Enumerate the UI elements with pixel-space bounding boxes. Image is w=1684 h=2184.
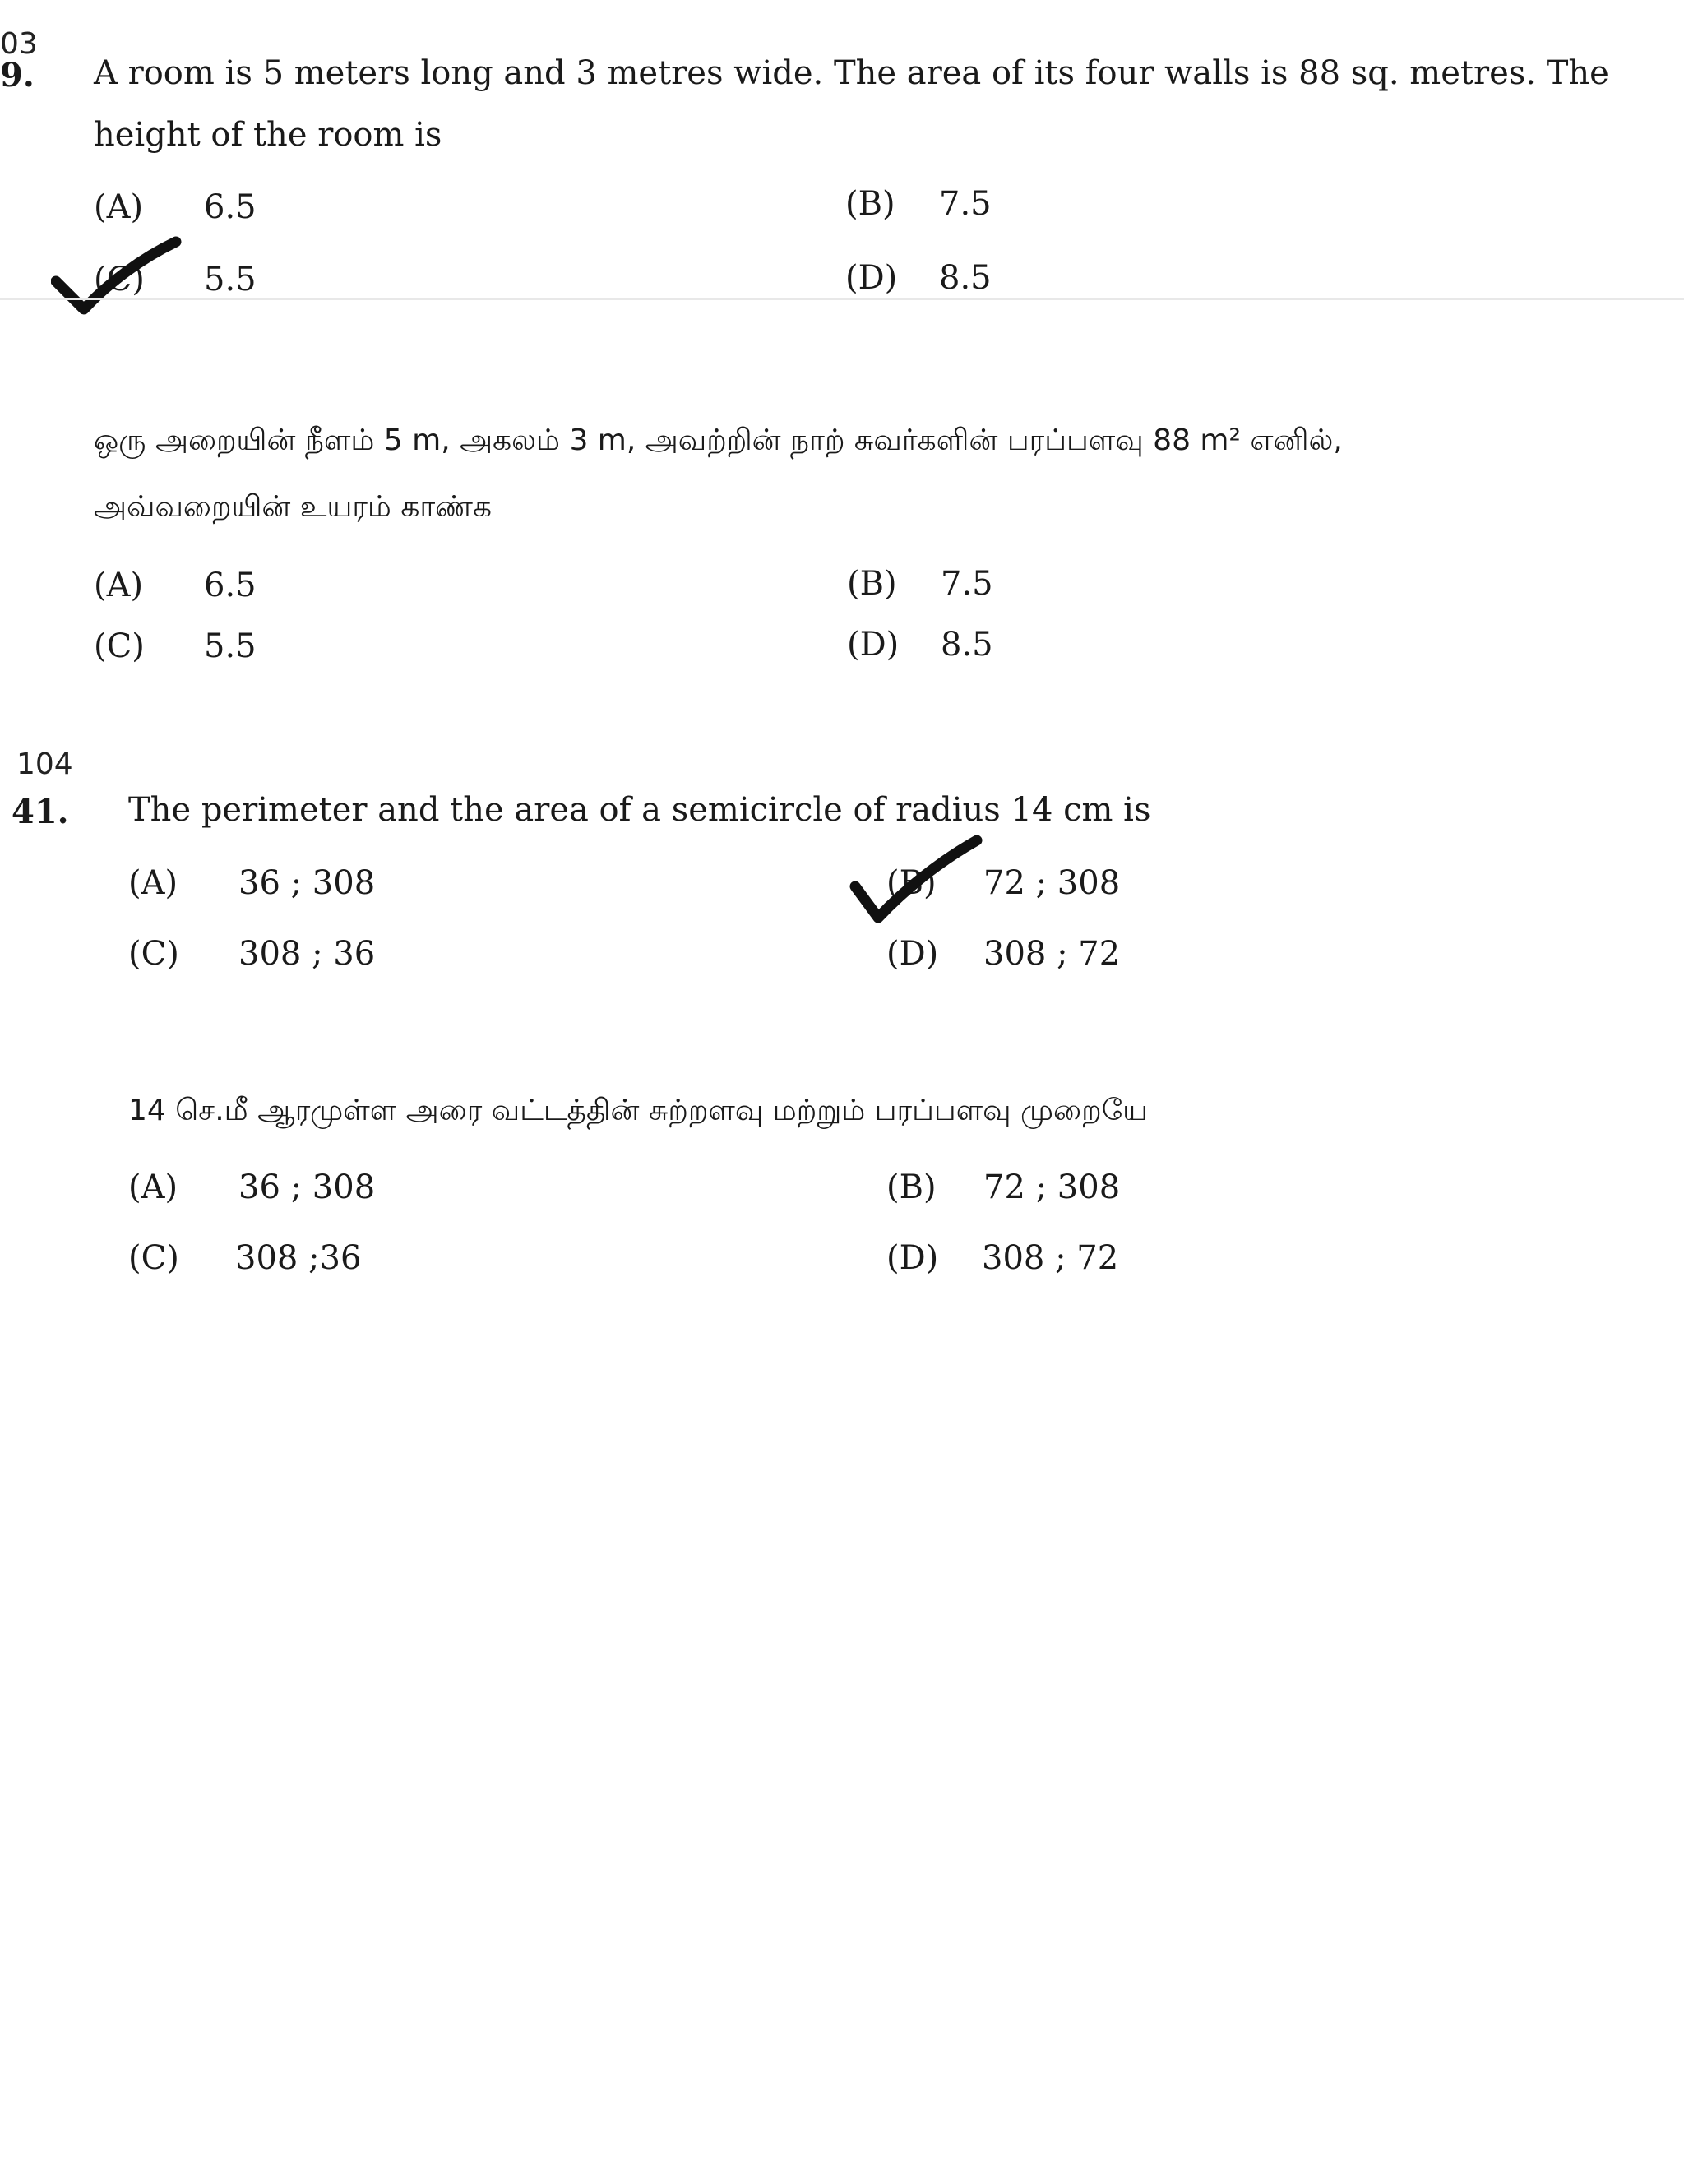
- q41-tamil-option-b[interactable]: [886, 1168, 1121, 1206]
- q9-tamil-option-b[interactable]: [847, 565, 993, 603]
- option-letter: (B): [845, 185, 895, 223]
- option-value: 308 ; 36: [238, 935, 376, 973]
- option-letter: (C): [94, 627, 145, 665]
- check-mark-icon: [51, 234, 191, 324]
- option-letter: (B): [886, 1168, 937, 1206]
- option-letter: (D): [845, 259, 898, 297]
- option-letter: (C): [128, 1239, 179, 1277]
- check-mark-icon: [847, 831, 987, 929]
- q9-tamil-option-a[interactable]: [94, 569, 257, 602]
- question-number-41: 41.: [12, 793, 69, 831]
- option-value: 5.5: [204, 261, 257, 298]
- option-value: 308 ;36: [235, 1239, 362, 1277]
- q9-option-b[interactable]: [845, 185, 992, 223]
- q41-tamil-option-a[interactable]: [128, 1168, 376, 1206]
- option-value: 7.5: [941, 565, 993, 603]
- option-letter: (A): [94, 188, 144, 226]
- option-letter: (A): [128, 1168, 178, 1206]
- option-letter: (C): [128, 935, 179, 973]
- option-value: 5.5: [204, 627, 257, 665]
- q41-tamil-option-c[interactable]: [128, 1239, 362, 1277]
- option-letter: (B): [886, 864, 937, 902]
- q41-tamil-option-d[interactable]: [886, 1239, 1119, 1277]
- question-9-text: A room is 5 meters long and 3 metres wide. The area of its four walls is 88 sq. metres. The height of the room is: [94, 54, 1609, 154]
- option-value: 36 ; 308: [238, 1168, 376, 1206]
- option-value: 72 ; 308: [983, 864, 1121, 902]
- q41-tamil-line-1: 14 செ.மீ ஆரமுள்ள அரை வட்டத்தின் சுற்றளவு மற்றும் பரப்பளவு முறையே: [128, 1094, 1149, 1127]
- option-value: 72 ; 308: [983, 1168, 1121, 1206]
- option-value: 308 ; 72: [982, 1239, 1119, 1277]
- option-letter: (C): [94, 261, 145, 298]
- question-number-9: 9.: [0, 56, 35, 95]
- option-value: 6.5: [204, 567, 257, 604]
- option-value: 6.5: [204, 188, 257, 226]
- q9-option-d[interactable]: [845, 259, 992, 297]
- q9-tamil-line-2: அவ்வறையின் உயரம் காண்க: [94, 490, 492, 524]
- option-letter: (B): [847, 565, 897, 603]
- option-letter: (D): [886, 935, 939, 973]
- option-letter: (D): [847, 626, 900, 664]
- scan-artifact-line: [0, 298, 1684, 300]
- q9-option-a[interactable]: [94, 188, 257, 226]
- option-letter: (A): [94, 567, 144, 604]
- q41-option-c[interactable]: [128, 935, 376, 973]
- q41-option-a[interactable]: [128, 864, 376, 902]
- option-letter: (D): [886, 1239, 939, 1277]
- snippet-id-1: 03: [0, 27, 38, 61]
- option-letter: (A): [128, 864, 178, 902]
- option-value: 308 ; 72: [983, 935, 1121, 973]
- question-41-text: The perimeter and the area of a semicircle of radius 14 cm is: [128, 791, 1151, 829]
- option-value: 7.5: [939, 185, 992, 223]
- option-value: 8.5: [941, 626, 993, 664]
- q9-tamil-line-1: [94, 423, 1623, 461]
- snippet-id-2: 104: [16, 747, 73, 781]
- q9-tamil-text-1: ஒரு அறையின் நீளம் 5 m, அகலம் 3 m, அவற்றின் நாற் சுவர்களின் பரப்பளவு 88 m² எனில்,: [94, 423, 1343, 457]
- q41-option-d[interactable]: [886, 935, 1121, 973]
- q9-tamil-option-c[interactable]: [94, 627, 257, 665]
- q9-tamil-option-d[interactable]: [847, 626, 993, 664]
- option-value: 36 ; 308: [238, 864, 376, 902]
- option-value: 8.5: [939, 259, 992, 297]
